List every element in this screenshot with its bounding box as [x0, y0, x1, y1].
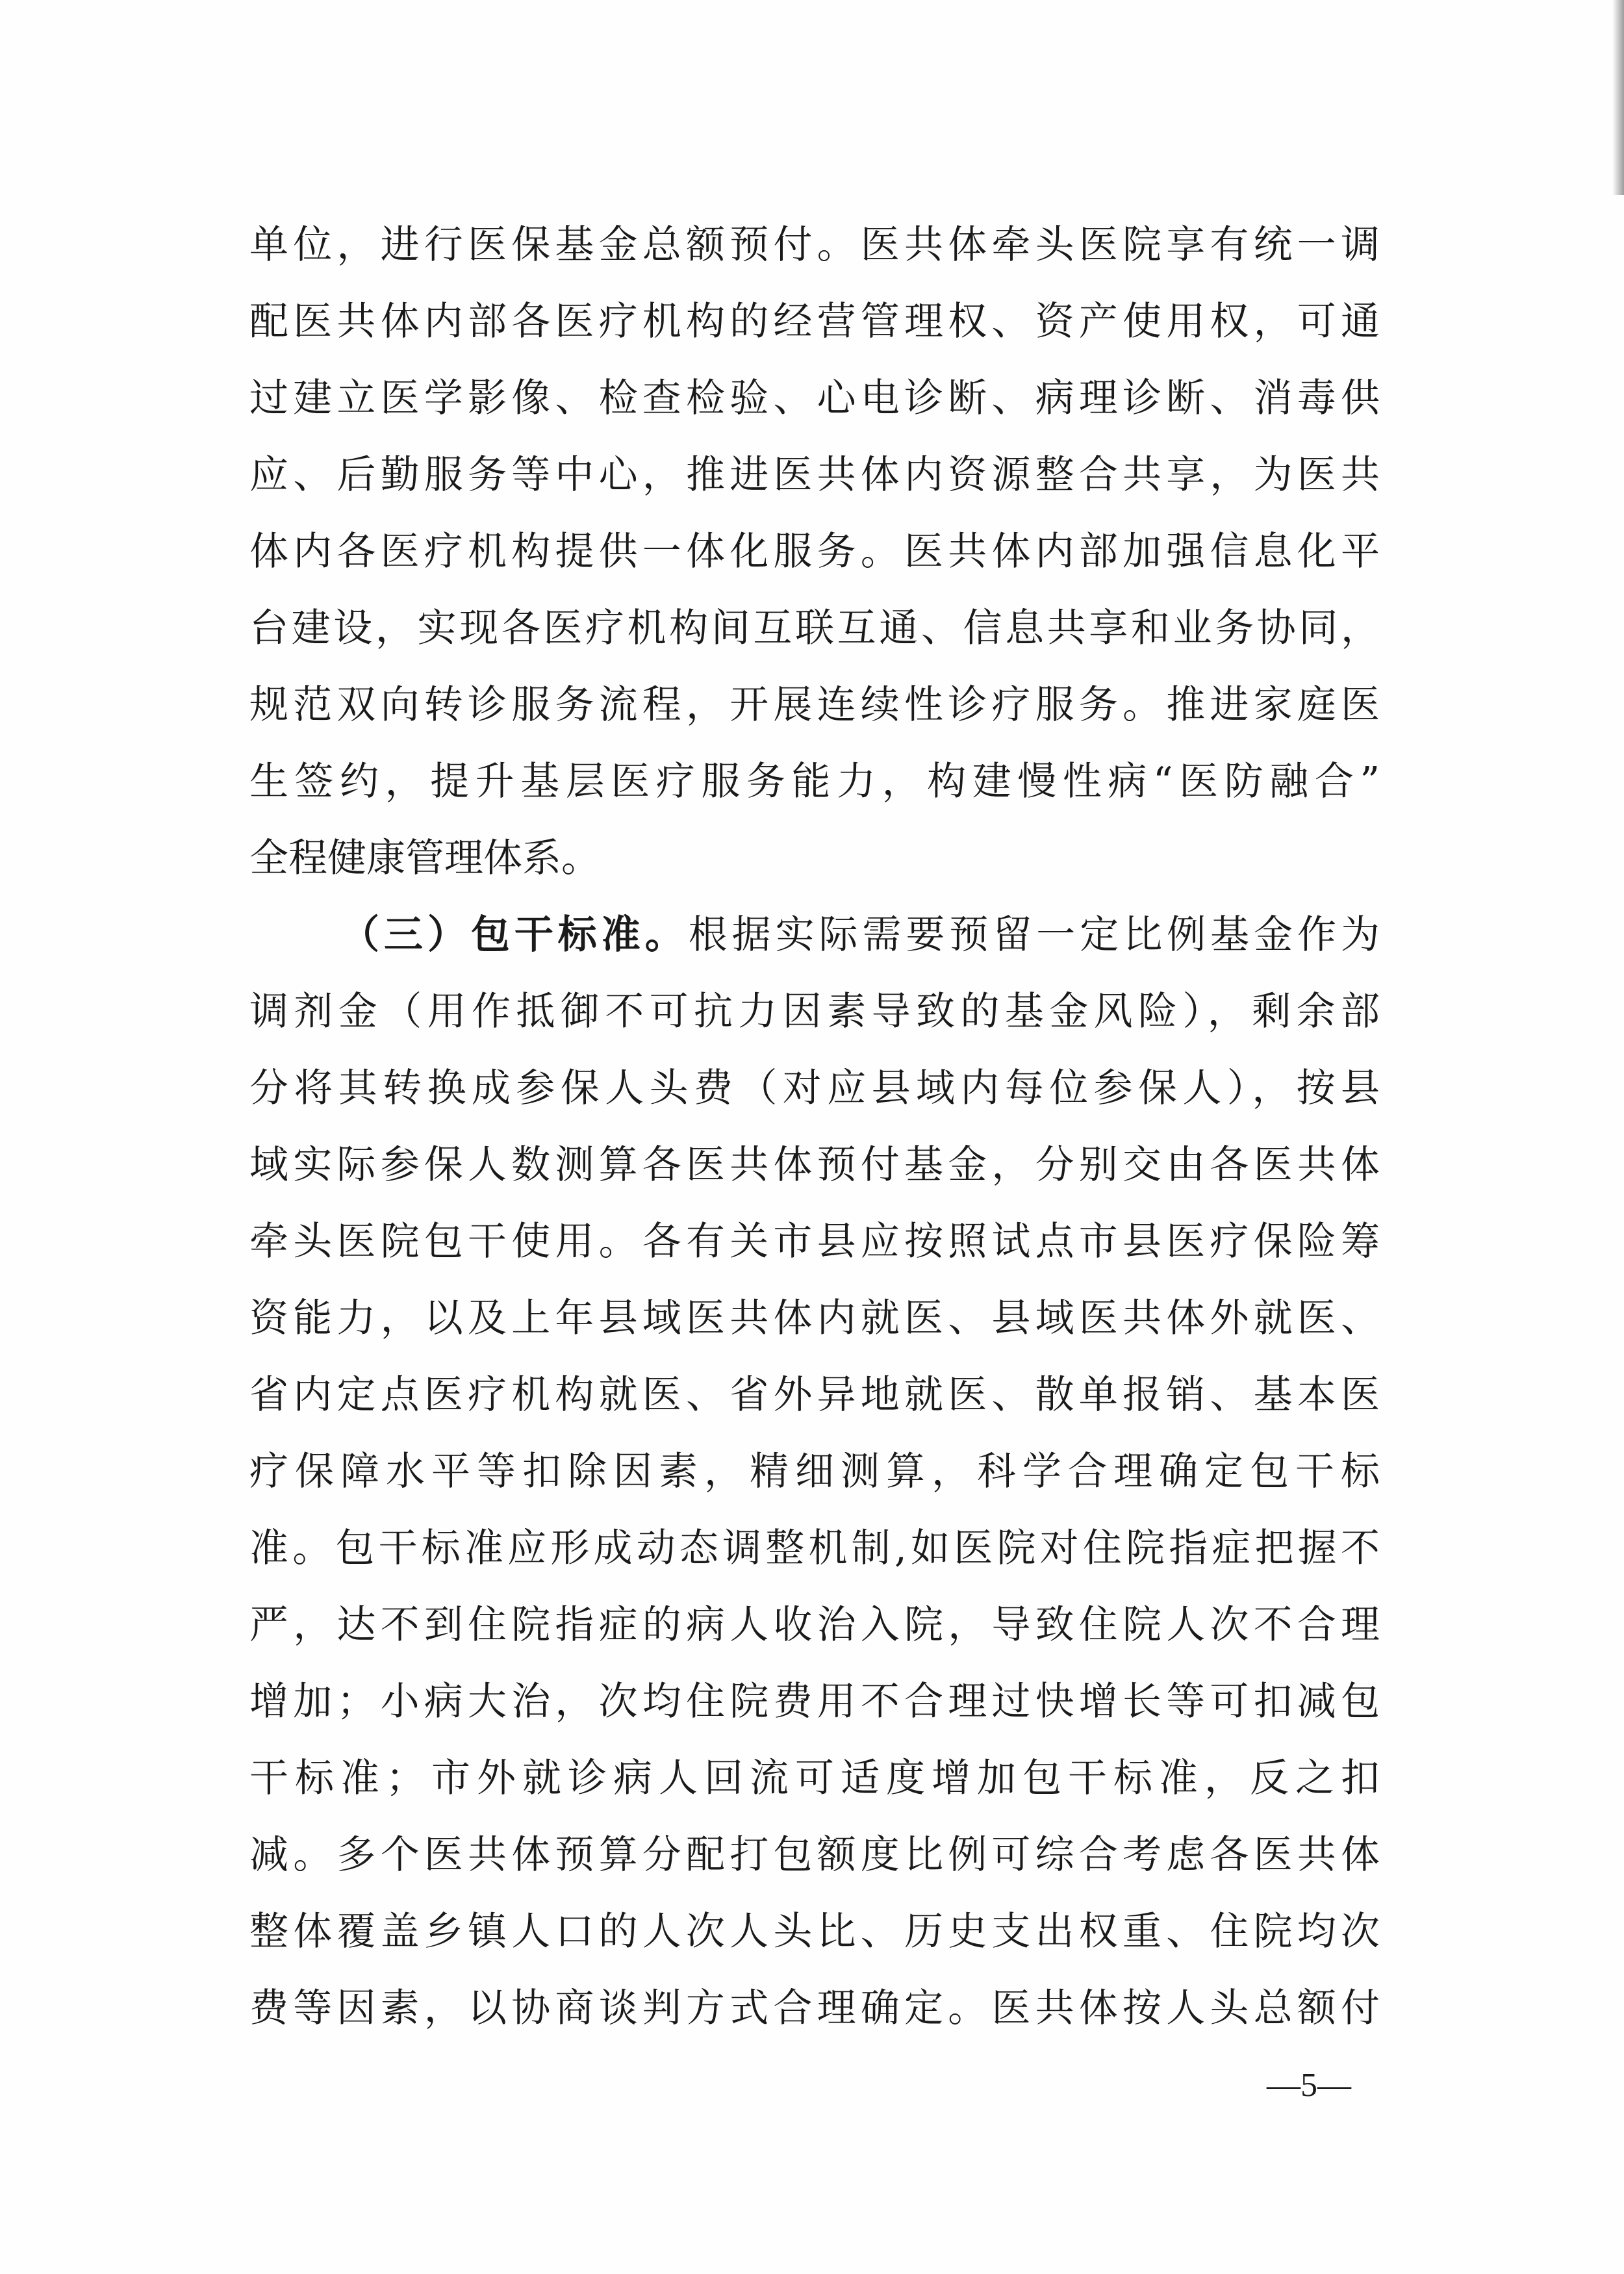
- text-line: 单位，进行医保基金总额预付。医共体牵头医院享有统一调: [249, 222, 1380, 268]
- text-line: 严，达不到住院指症的病人收治入院，导致住院人次不合理: [249, 1602, 1380, 1648]
- text-line: 域实际参保人数测算各医共体预付基金，分别交由各医共体: [249, 1142, 1380, 1188]
- scan-edge-shadow: [1612, 0, 1624, 195]
- body-text: [249, 207, 1380, 2047]
- text-line: 资能力，以及上年县域医共体内就医、县域医共体外就医、: [249, 1296, 1380, 1341]
- text-line: 过建立医学影像、检查检验、心电诊断、病理诊断、消毒供: [249, 376, 1380, 421]
- section-heading-line: [249, 897, 1380, 973]
- text-line: 应、后勤服务等中心，推进医共体内资源整合共享，为医共: [249, 452, 1380, 498]
- text-line: 全程健康管理体系。: [249, 836, 600, 881]
- text-line: 疗保障水平等扣除因素，精细测算，科学合理确定包干标: [249, 1449, 1380, 1494]
- page-number: —5—: [1267, 2067, 1351, 2104]
- text-line: 整体覆盖乡镇人口的人次人头比、历史支出权重、住院均次: [249, 1909, 1380, 1954]
- text-segment: 根据实际需要预留一定比例基金作为: [688, 912, 1380, 958]
- text-line: 减。多个医共体预算分配打包额度比例可综合考虑各医共体: [249, 1832, 1380, 1878]
- text-line: 生签约，提升基层医疗服务能力，构建慢性病“医防融合”: [249, 759, 1380, 804]
- text-line: 干标准；市外就诊病人回流可适度增加包干标准，反之扣: [249, 1756, 1380, 1801]
- text-line: 规范双向转诊服务流程，开展连续性诊疗服务。推进家庭医: [249, 682, 1380, 728]
- text-line: 调剂金（用作抵御不可抗力因素导致的基金风险），剩余部: [249, 989, 1380, 1034]
- text-line: 配医共体内部各医疗机构的经营管理权、资产使用权，可通: [249, 299, 1380, 344]
- text-line: 准。包干标准应形成动态调整机制,如医院对住院指症把握不: [249, 1526, 1380, 1571]
- section-heading: （三）包干标准。: [340, 912, 689, 958]
- text-line: 费等因素，以协商谈判方式合理确定。医共体按人头总额付: [249, 1986, 1380, 2031]
- text-line: 台建设，实现各医疗机构间互联互通、信息共享和业务协同，: [249, 606, 1380, 651]
- text-line: 分将其转换成参保人头费（对应县域内每位参保人），按县: [249, 1066, 1380, 1111]
- text-line: 牵头医院包干使用。各有关市县应按照试点市县医疗保险筹: [249, 1219, 1380, 1264]
- text-line: 体内各医疗机构提供一体化服务。医共体内部加强信息化平: [249, 529, 1380, 574]
- text-line: 省内定点医疗机构就医、省外异地就医、散单报销、基本医: [249, 1372, 1380, 1418]
- text-line: 增加；小病大治，次均住院费用不合理过快增长等可扣减包: [249, 1679, 1380, 1724]
